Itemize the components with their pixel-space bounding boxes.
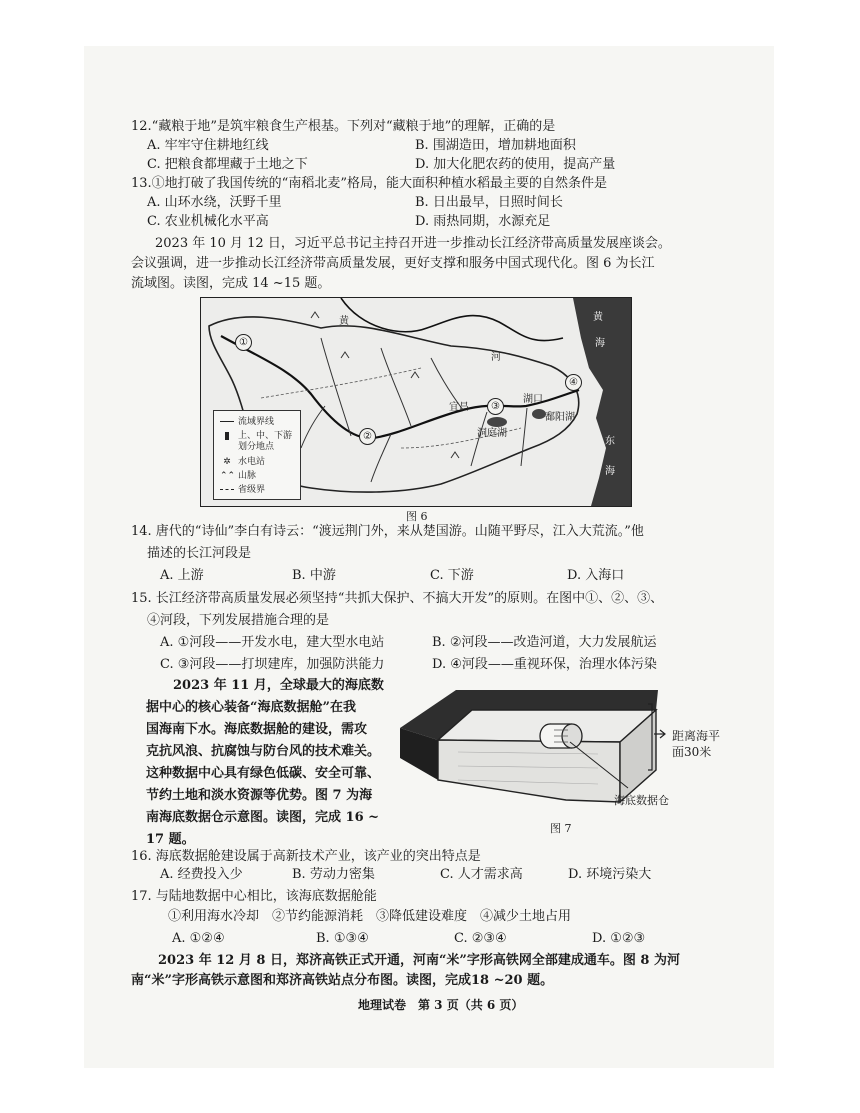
legend-mountain xyxy=(220,471,256,482)
q14-option-d: D. 入海口 xyxy=(567,568,625,583)
marker-2: ② xyxy=(359,428,376,445)
q12-option-c: C. 把粮食都埋藏于土地之下 xyxy=(147,157,308,172)
marker-3: ③ xyxy=(487,398,504,415)
intro18-line-1: 2023 年 12 月 8 日，郑济高铁正式开通，河南“米”字形高铁网全部建成通车。图 8 为河 xyxy=(158,953,680,968)
figure-7-caption: 图 7 xyxy=(550,822,572,835)
mountain-icon: ⌃⌃ xyxy=(220,471,236,481)
q12-stem: 12.“藏粮于地”是筑牢粮食生产根基。下列对“藏粮于地”的理解，正确的是 xyxy=(131,119,556,134)
q13-option-b: B. 日出最早，日照时间长 xyxy=(415,195,563,210)
figure-7-depth-label xyxy=(672,728,720,760)
legend-division-label-2: 划分地点 xyxy=(238,442,275,452)
figure-6-caption: 图 6 xyxy=(406,510,428,523)
q16-option-a: A. 经费投入少 xyxy=(160,867,243,882)
label-yellow-sea-2: 海 xyxy=(595,338,605,349)
label-poyang-lake: 鄱阳湖 xyxy=(545,412,575,423)
legend-hydropower-label: 水电站 xyxy=(238,457,266,467)
q12-option-d: D. 加大化肥农药的使用，提高产量 xyxy=(415,157,616,172)
q14-option-c: C. 下游 xyxy=(430,568,474,583)
q15-stem-line-1: 15. 长江经济带高质量发展必须坚持“共抓大保护、不搞大开发”的原则。在图中①、②、③、 xyxy=(131,591,664,606)
q16-stem: 16. 海底数据舱建设属于高新技术产业，该产业的突出特点是 xyxy=(131,849,481,864)
q17-option-b: B. ①③④ xyxy=(316,931,369,946)
figure-6-legend xyxy=(213,410,301,500)
intro14-line-3: 流域图。读图，完成 14 ~15 题。 xyxy=(131,276,331,291)
label-he: 河 xyxy=(491,352,501,363)
q13-stem: 13.①地打破了我国传统的“南稻北麦”格局，能大面积种植水稻最主要的自然条件是 xyxy=(131,176,607,191)
hydropower-icon: ✲ xyxy=(223,457,231,467)
q12-option-b: B. 围湖造田，增加耕地面积 xyxy=(415,138,576,153)
q17-items: ①利用海水冷却 ②节约能源消耗 ③降低建设难度 ④减少土地占用 xyxy=(168,909,572,924)
intro16-line-4: 克抗风浪、抗腐蚀与防台风的技术难关。 xyxy=(146,744,381,759)
legend-provincial-label: 省级界 xyxy=(238,485,266,495)
q16-option-b: B. 劳动力密集 xyxy=(292,867,375,882)
label-east-sea-2: 海 xyxy=(605,466,615,477)
depth-label-line-1: 距离海平 xyxy=(672,729,721,743)
legend-boundary-label: 流域界线 xyxy=(238,417,275,427)
q15-stem-line-2: ④河段，下列发展措施合理的是 xyxy=(147,613,330,628)
legend-boundary-line xyxy=(220,417,274,428)
depth-label-line-2: 面30米 xyxy=(672,745,712,759)
q17-option-a: A. ①②④ xyxy=(172,931,225,946)
intro16-line-7: 南海底数据仓示意图。读图，完成 16 ~ xyxy=(146,810,380,825)
figure-6-yangtze-basin-map xyxy=(200,297,632,507)
intro16-line-1: 2023 年 11 月，全球最大的海底数 xyxy=(173,678,384,693)
figure-7-pod-label: 海底数据仓 xyxy=(614,794,669,807)
q14-stem-line-2: 描述的长江河段是 xyxy=(147,546,252,561)
q14-option-b: B. 中游 xyxy=(292,568,336,583)
intro14-line-1: 2023 年 10 月 12 日，习近平总书记主持召开进一步推动长江经济带高质量发展座谈会。 xyxy=(155,236,671,251)
q14-stem-line-1: 14. 唐代的“诗仙”李白有诗云：“渡远荆门外，来从楚国游。山随平野尽，江入大荒流。”他 xyxy=(131,524,644,539)
legend-mountain-label: 山脉 xyxy=(238,471,257,481)
marker-1: ① xyxy=(235,334,252,351)
q15-option-c: C. ③河段——打坝建库，加强防洪能力 xyxy=(160,657,385,672)
q16-option-c: C. 人才需求高 xyxy=(440,867,523,882)
q13-option-d: D. 雨热同期，水源充足 xyxy=(415,214,551,229)
intro16-line-5: 这种数据中心具有绿色低碳、安全可靠、 xyxy=(146,766,381,781)
label-huang: 黄 xyxy=(339,316,349,327)
intro14-line-2: 会议强调，进一步推动长江经济带高质量发展，更好支撑和服务中国式现代化。图 6 为长江 xyxy=(131,256,655,271)
q16-option-d: D. 环境污染大 xyxy=(568,867,652,882)
intro16-line-3: 国海南下水。海底数据舱的建设，需攻 xyxy=(146,722,368,737)
intro16-line-6: 节约土地和淡水资源等优势。图 7 为海 xyxy=(146,788,373,803)
intro16-line-2: 据中心的核心装备“海底数据舱”在我 xyxy=(146,700,356,715)
label-dongting-lake: 洞庭湖 xyxy=(477,428,507,439)
q15-option-b: B. ②河段——改造河道，大力发展航运 xyxy=(432,635,657,650)
label-east-sea-1: 东 xyxy=(605,436,615,447)
intro18-line-2: 南“米”字形高铁示意图和郑济高铁站点分布图。读图，完成18 ~20 题。 xyxy=(131,973,554,988)
marker-4: ④ xyxy=(565,374,582,391)
q12-option-a: A. 牢牢守住耕地红线 xyxy=(147,138,269,153)
label-hukou: 湖口 xyxy=(523,394,543,405)
q15-option-a: A. ①河段——开发水电，建大型水电站 xyxy=(160,635,385,650)
q15-option-d: D. ④河段——重视环保，治理水体污染 xyxy=(432,657,657,672)
legend-division-label-1: 上、中、下游 xyxy=(238,431,293,441)
page-footer: 地理试卷 第 3 页（共 6 页） xyxy=(358,998,524,1012)
legend-division-point xyxy=(220,431,292,442)
intro16-line-8: 17 题。 xyxy=(146,832,195,847)
q13-option-c: C. 农业机械化水平高 xyxy=(147,214,269,229)
q17-stem: 17. 与陆地数据中心相比，该海底数据舱能 xyxy=(131,889,377,904)
q17-option-d: D. ①②③ xyxy=(592,931,646,946)
label-yellow-sea-1: 黄 xyxy=(593,312,603,323)
legend-hydropower xyxy=(220,457,265,468)
label-yichang: 宜昌 xyxy=(449,402,469,413)
q13-option-a: A. 山环水绕，沃野千里 xyxy=(147,195,282,210)
legend-provincial-boundary xyxy=(220,485,265,496)
q17-option-c: C. ②③④ xyxy=(454,931,507,946)
q14-option-a: A. 上游 xyxy=(160,568,204,583)
